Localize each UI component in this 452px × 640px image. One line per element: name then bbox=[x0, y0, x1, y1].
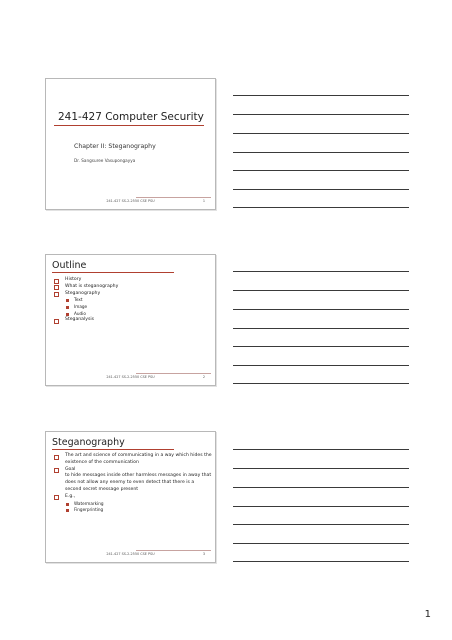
sub-bullet-list bbox=[65, 501, 212, 514]
square-bullet-icon bbox=[54, 495, 59, 500]
sub-bullet-list bbox=[65, 297, 212, 317]
slide-author: Dr. Sangsuree Vasupongayya bbox=[74, 158, 136, 163]
bullet-item: E.g., Watermarking Fingerprinting bbox=[54, 494, 212, 514]
note-line bbox=[233, 114, 409, 115]
note-line bbox=[233, 189, 409, 190]
bullet-continuation: to hide messages inside other harmless messages in away that does not allow any enemy to even detect that there is a second secret message present bbox=[65, 473, 212, 492]
note-line bbox=[233, 543, 409, 544]
note-line bbox=[233, 290, 409, 291]
title-rule bbox=[52, 272, 174, 273]
filled-square-bullet-icon bbox=[66, 306, 69, 309]
filled-square-bullet-icon bbox=[66, 299, 69, 302]
bullet-item: What is steganography bbox=[54, 284, 212, 291]
note-line bbox=[233, 309, 409, 310]
note-line bbox=[233, 170, 409, 171]
bullet-list bbox=[54, 453, 212, 514]
square-bullet-icon bbox=[54, 292, 59, 297]
note-line bbox=[233, 346, 409, 347]
note-line bbox=[233, 152, 409, 153]
slide-page-number: 1 bbox=[202, 199, 205, 203]
square-bullet-icon bbox=[54, 468, 59, 473]
footer-rule bbox=[136, 373, 211, 374]
bullet-list bbox=[54, 277, 212, 324]
slide-footer bbox=[46, 373, 215, 381]
sub-bullet-item: Audio bbox=[65, 311, 212, 318]
slide-footer bbox=[46, 197, 215, 205]
footer-code: 241-427 SS-2-2550 CSE PSU bbox=[106, 375, 155, 379]
footer-code: 241-427 SS-2-2550 CSE PSU bbox=[106, 199, 155, 203]
bullet-item: History bbox=[54, 277, 212, 284]
slide-page-number: 2 bbox=[202, 375, 205, 379]
bullet-item: Steganography Text Image Audio bbox=[54, 291, 212, 318]
slide-subtitle: Chapter II: Steganography bbox=[74, 143, 156, 150]
bullet-item: Goal to hide messages inside other harmless messages in away that does not allow any enemy to even detect that there is a second secret message present bbox=[54, 467, 212, 494]
bullet-item: Steganalysis bbox=[54, 317, 212, 324]
note-line bbox=[233, 328, 409, 329]
page-number: 1 bbox=[424, 609, 431, 620]
filled-square-bullet-icon bbox=[66, 509, 69, 512]
sub-bullet-item: Image bbox=[65, 304, 212, 311]
note-line bbox=[233, 365, 409, 366]
bullet-item: The art and science of communicating in a way which hides the existence of the communication bbox=[54, 453, 212, 467]
note-line bbox=[233, 271, 409, 272]
sub-bullet-item: Fingerprinting bbox=[65, 507, 212, 514]
sub-bullet-item: Watermarking bbox=[65, 501, 212, 508]
slide-footer bbox=[46, 550, 215, 558]
note-line bbox=[233, 383, 409, 384]
note-line bbox=[233, 207, 409, 208]
note-line bbox=[233, 468, 409, 469]
footer-rule bbox=[136, 550, 211, 551]
slide-title: 241-427 Computer Security bbox=[58, 111, 204, 123]
note-line bbox=[233, 524, 409, 525]
note-line bbox=[233, 449, 409, 450]
note-line bbox=[233, 487, 409, 488]
slide-title: Outline bbox=[52, 260, 87, 271]
note-line bbox=[233, 561, 409, 562]
footer-rule bbox=[136, 197, 211, 198]
square-bullet-icon bbox=[54, 319, 59, 324]
slide-1 bbox=[45, 78, 216, 210]
square-bullet-icon bbox=[54, 455, 59, 460]
title-rule bbox=[54, 125, 204, 126]
slide-title: Steganography bbox=[52, 437, 125, 448]
filled-square-bullet-icon bbox=[66, 313, 69, 316]
filled-square-bullet-icon bbox=[66, 503, 69, 506]
slide-3 bbox=[45, 431, 216, 563]
slide-2 bbox=[45, 254, 216, 386]
sub-bullet-item: Text bbox=[65, 297, 212, 304]
footer-code: 241-427 SS-2-2550 CSE PSU bbox=[106, 552, 155, 556]
note-line bbox=[233, 95, 409, 96]
note-line bbox=[233, 133, 409, 134]
slide-page-number: 3 bbox=[202, 552, 205, 556]
note-line bbox=[233, 506, 409, 507]
title-rule bbox=[52, 449, 174, 450]
